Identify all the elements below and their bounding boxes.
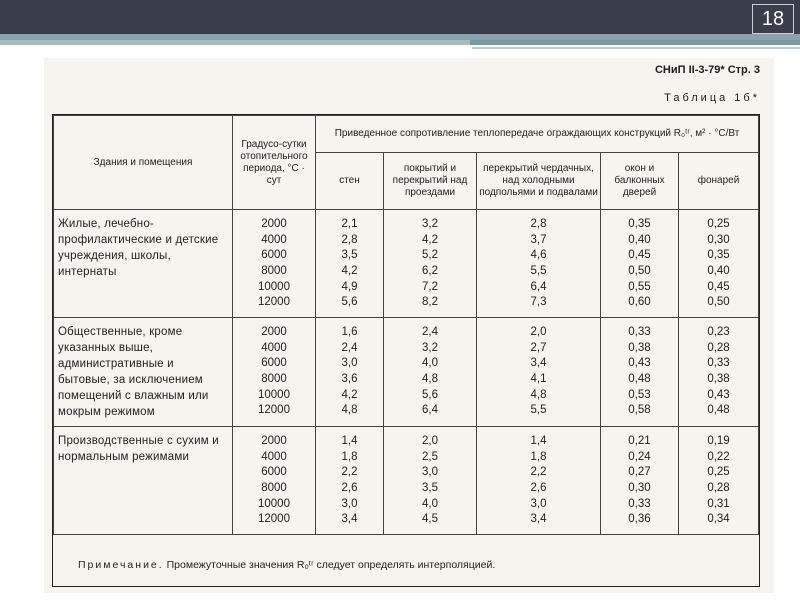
attic-cell: 2,0 2,7 3,4 4,1 4,8 5,5 — [477, 318, 601, 427]
table-label: Таблица 1б* — [664, 92, 760, 104]
table-note — [78, 559, 495, 571]
row-category: Общественные, кроме указанных выше, административные и бытовые, за исключением помещений с влажным или мокрым режимом — [54, 318, 233, 427]
decor-stripe — [0, 40, 470, 45]
col-header-lanterns: фонарей — [679, 153, 759, 210]
slide-title-bar — [0, 0, 800, 34]
walls-cell: 1,4 1,8 2,2 2,6 3,0 3,4 — [316, 427, 384, 535]
col-header-degree-days: Градусо-сутки отопительного периода, °С · сут — [233, 116, 316, 210]
attic-cell: 2,8 3,7 4,6 5,5 6,4 7,3 — [477, 210, 601, 318]
table-row — [54, 318, 759, 427]
table-row — [54, 210, 759, 318]
coverings-cell: 2,4 3,2 4,0 4,8 5,6 6,4 — [384, 318, 477, 427]
table-row — [54, 427, 759, 535]
degree-days-cell: 2000 4000 6000 8000 10000 12000 — [233, 318, 316, 427]
lanterns-cell: 0,19 0,22 0,25 0,28 0,31 0,34 — [679, 427, 759, 535]
windows-cell: 0,33 0,38 0,43 0,48 0,53 0,58 — [601, 318, 679, 427]
attic-cell: 1,4 1,8 2,2 2,6 3,0 3,4 — [477, 427, 601, 535]
note-text: Промежуточные значения R₀ᵗʳ следует определять интерполяцией. — [166, 559, 496, 571]
row-category: Производственные с сухим и нормальным режимами — [54, 427, 233, 535]
windows-cell: 0,21 0,24 0,27 0,30 0,33 0,36 — [601, 427, 679, 535]
coverings-cell: 2,0 2,5 3,0 3,5 4,0 4,5 — [384, 427, 477, 535]
lanterns-cell: 0,25 0,30 0,35 0,40 0,45 0,50 — [679, 210, 759, 318]
slide-number: 18 — [752, 4, 794, 34]
col-header-attic: перекрытий чердачных, над холодными подпольями и подвалами — [477, 153, 601, 210]
norms-table — [53, 115, 759, 535]
degree-days-cell: 2000 4000 6000 8000 10000 12000 — [233, 427, 316, 535]
coverings-cell: 3,2 4,2 5,2 6,2 7,2 8,2 — [384, 210, 477, 318]
col-header-coverings: покрытий и перекрытий над проездами — [384, 153, 477, 210]
col-header-walls: стен — [316, 153, 384, 210]
walls-cell: 2,1 2,8 3,5 4,2 4,9 5,6 — [316, 210, 384, 318]
note-label: Примечание. — [78, 559, 164, 571]
col-header-buildings: Здания и помещения — [54, 116, 233, 210]
lanterns-cell: 0,23 0,28 0,33 0,38 0,43 0,48 — [679, 318, 759, 427]
scanned-document — [44, 58, 774, 593]
decor-stripe — [472, 47, 800, 49]
row-category: Жилые, лечебно-профилактические и детские учреждения, школы, интернаты — [54, 210, 233, 318]
degree-days-cell: 2000 4000 6000 8000 10000 12000 — [233, 210, 316, 318]
windows-cell: 0,35 0,40 0,45 0,50 0,55 0,60 — [601, 210, 679, 318]
col-header-resistance: Приведенное сопротивление теплопередаче ограждающих конструкций R₀ᵗʳ, м² · °С/Вт — [316, 116, 759, 153]
decor-stripe — [470, 40, 800, 45]
col-header-windows: окон и балконных дверей — [601, 153, 679, 210]
walls-cell: 1,6 2,4 3,0 3,6 4,2 4,8 — [316, 318, 384, 427]
norms-table-frame — [52, 114, 760, 587]
document-header: СНиП II-3-79* Стр. 3 — [654, 64, 760, 76]
